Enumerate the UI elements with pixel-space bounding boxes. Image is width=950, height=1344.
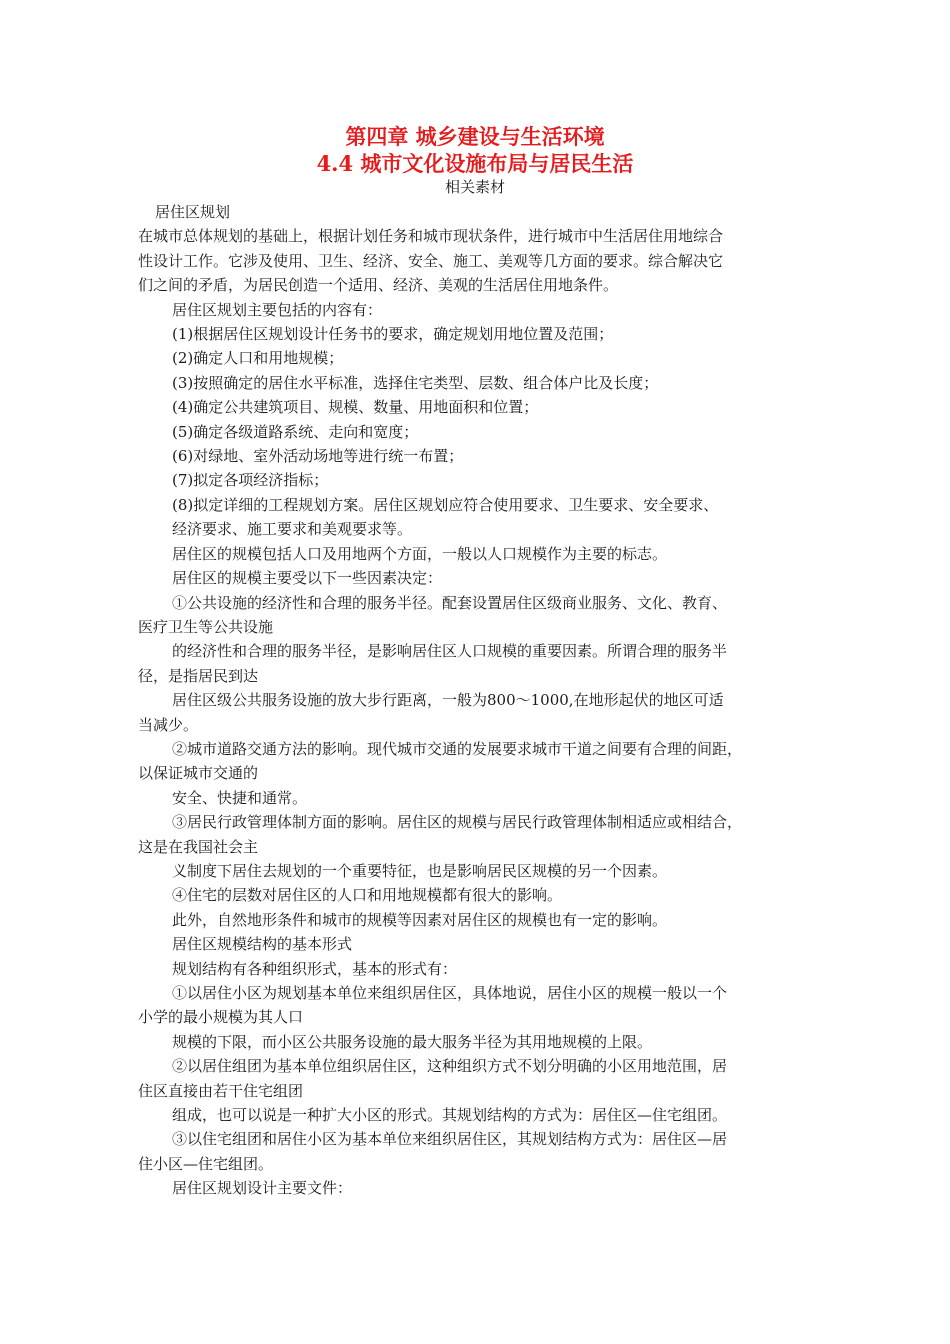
body-text bbox=[138, 200, 828, 1201]
text-line: ②以居住组团为基本单位组织居住区，这种组织方式不划分明确的小区用地范围，居 bbox=[172, 1057, 728, 1076]
text-line: 组成，也可以说是一种扩大小区的形式。其规划结构的方式为：居住区—住宅组团。 bbox=[172, 1106, 728, 1125]
text-line: 居住区规模结构的基本形式 bbox=[172, 935, 353, 954]
text-line: (4)确定公共建筑项目、规模、数量、用地面积和位置； bbox=[172, 398, 539, 417]
text-line: 居住区规划设计主要文件： bbox=[172, 1179, 353, 1198]
text-line: 规模的下限，而小区公共服务设施的最大服务半径为其用地规模的上限。 bbox=[172, 1032, 653, 1051]
text-line: (6)对绿地、室外活动场地等进行统一布置； bbox=[172, 447, 464, 466]
text-line: 住区直接由若干住宅组团 bbox=[138, 1081, 304, 1100]
text-line: 住小区—住宅组团。 bbox=[138, 1154, 274, 1173]
text-line: ④住宅的层数对居住区的人口和用地规模都有很大的影响。 bbox=[172, 886, 563, 905]
text-line: 性设计工作。它涉及使用、卫生、经济、安全、施工、美观等几方面的要求。综合解决它 bbox=[138, 251, 724, 270]
text-line: (2)确定人口和用地规模； bbox=[172, 349, 344, 368]
chapter-title: 第四章 城乡建设与生活环境 bbox=[345, 124, 605, 149]
text-line: 居住区的规模主要受以下一些因素决定： bbox=[172, 569, 443, 588]
text-line: 的经济性和合理的服务半径，是影响居住区人口规模的重要因素。所谓合理的服务半 bbox=[172, 642, 728, 661]
text-line: (3)按照确定的居住水平标准，选择住宅类型、层数、组合体户比及长度； bbox=[172, 373, 659, 392]
text-line: ①公共设施的经济性和合理的服务半径。配套设置居住区级商业服务、文化、教育、 bbox=[172, 593, 728, 612]
text-line: 医疗卫生等公共设施 bbox=[138, 617, 274, 636]
text-line: 居住区规划主要包括的内容有： bbox=[172, 300, 383, 319]
text-line: 义制度下居住去规划的一个重要特征，也是影响居民区规模的另一个因素。 bbox=[172, 861, 668, 880]
text-line: ①以居住小区为规划基本单位来组织居住区，具体地说，居住小区的规模一般以一个 bbox=[172, 984, 728, 1002]
text-line: (7)拟定各项经济指标； bbox=[172, 471, 329, 490]
text-line: 以保证城市交通的 bbox=[138, 764, 259, 783]
text-line: 在城市总体规划的基础上，根据计划任务和城市现状条件，进行城市中生活居住用地综合 bbox=[138, 227, 724, 246]
text-line: (1)根据居住区规划设计任务书的要求，确定规划用地位置及范围； bbox=[172, 325, 614, 344]
text-line: ②城市道路交通方法的影响。现代城市交通的发展要求城市干道之间要有合理的间距， bbox=[172, 739, 743, 758]
subtitle: 相关素材 bbox=[444, 178, 505, 196]
text-line: 径，是指居民到达 bbox=[138, 666, 259, 685]
text-line: 这是在我国社会主 bbox=[138, 837, 259, 856]
text-line: 此外，自然地形条件和城市的规模等因素对居住区的规模也有一定的影响。 bbox=[172, 910, 668, 929]
text-line: 当减少。 bbox=[138, 715, 199, 734]
text-line: 们之间的矛盾，为居民创造一个适用、经济、美观的生活居住用地条件。 bbox=[138, 276, 619, 295]
text-line: 经济要求、施工要求和美观要求等。 bbox=[172, 520, 413, 539]
text-line: 规划结构有各种组织形式，基本的形式有： bbox=[172, 959, 458, 978]
text-line: ③居民行政管理体制方面的影响。居住区的规模与居民行政管理体制相适应或相结合， bbox=[172, 813, 743, 832]
text-line: 安全、快捷和通常。 bbox=[172, 788, 308, 807]
text-line: 居住区的规模包括人口及用地两个方面，一般以人口规模作为主要的标志。 bbox=[172, 544, 668, 563]
text-line: 居住区规划 bbox=[155, 203, 231, 221]
text-line: (8)拟定详细的工程规划方案。居住区规划应符合使用要求、卫生要求、安全要求、 bbox=[172, 495, 719, 514]
section-title: 4.4 城市文化设施布局与居民生活 bbox=[316, 151, 634, 176]
text-line: (5)确定各级道路系统、走向和宽度； bbox=[172, 422, 419, 441]
text-line: 居住区级公共服务设施的放大步行距离，一般为800～1000,在地形起伏的地区可适 bbox=[172, 691, 724, 710]
text-line: 小学的最小规模为其人口 bbox=[138, 1008, 304, 1027]
text-line: ③以住宅组团和居住小区为基本单位来组织居住区，其规划结构方式为：居住区—居 bbox=[172, 1130, 728, 1149]
